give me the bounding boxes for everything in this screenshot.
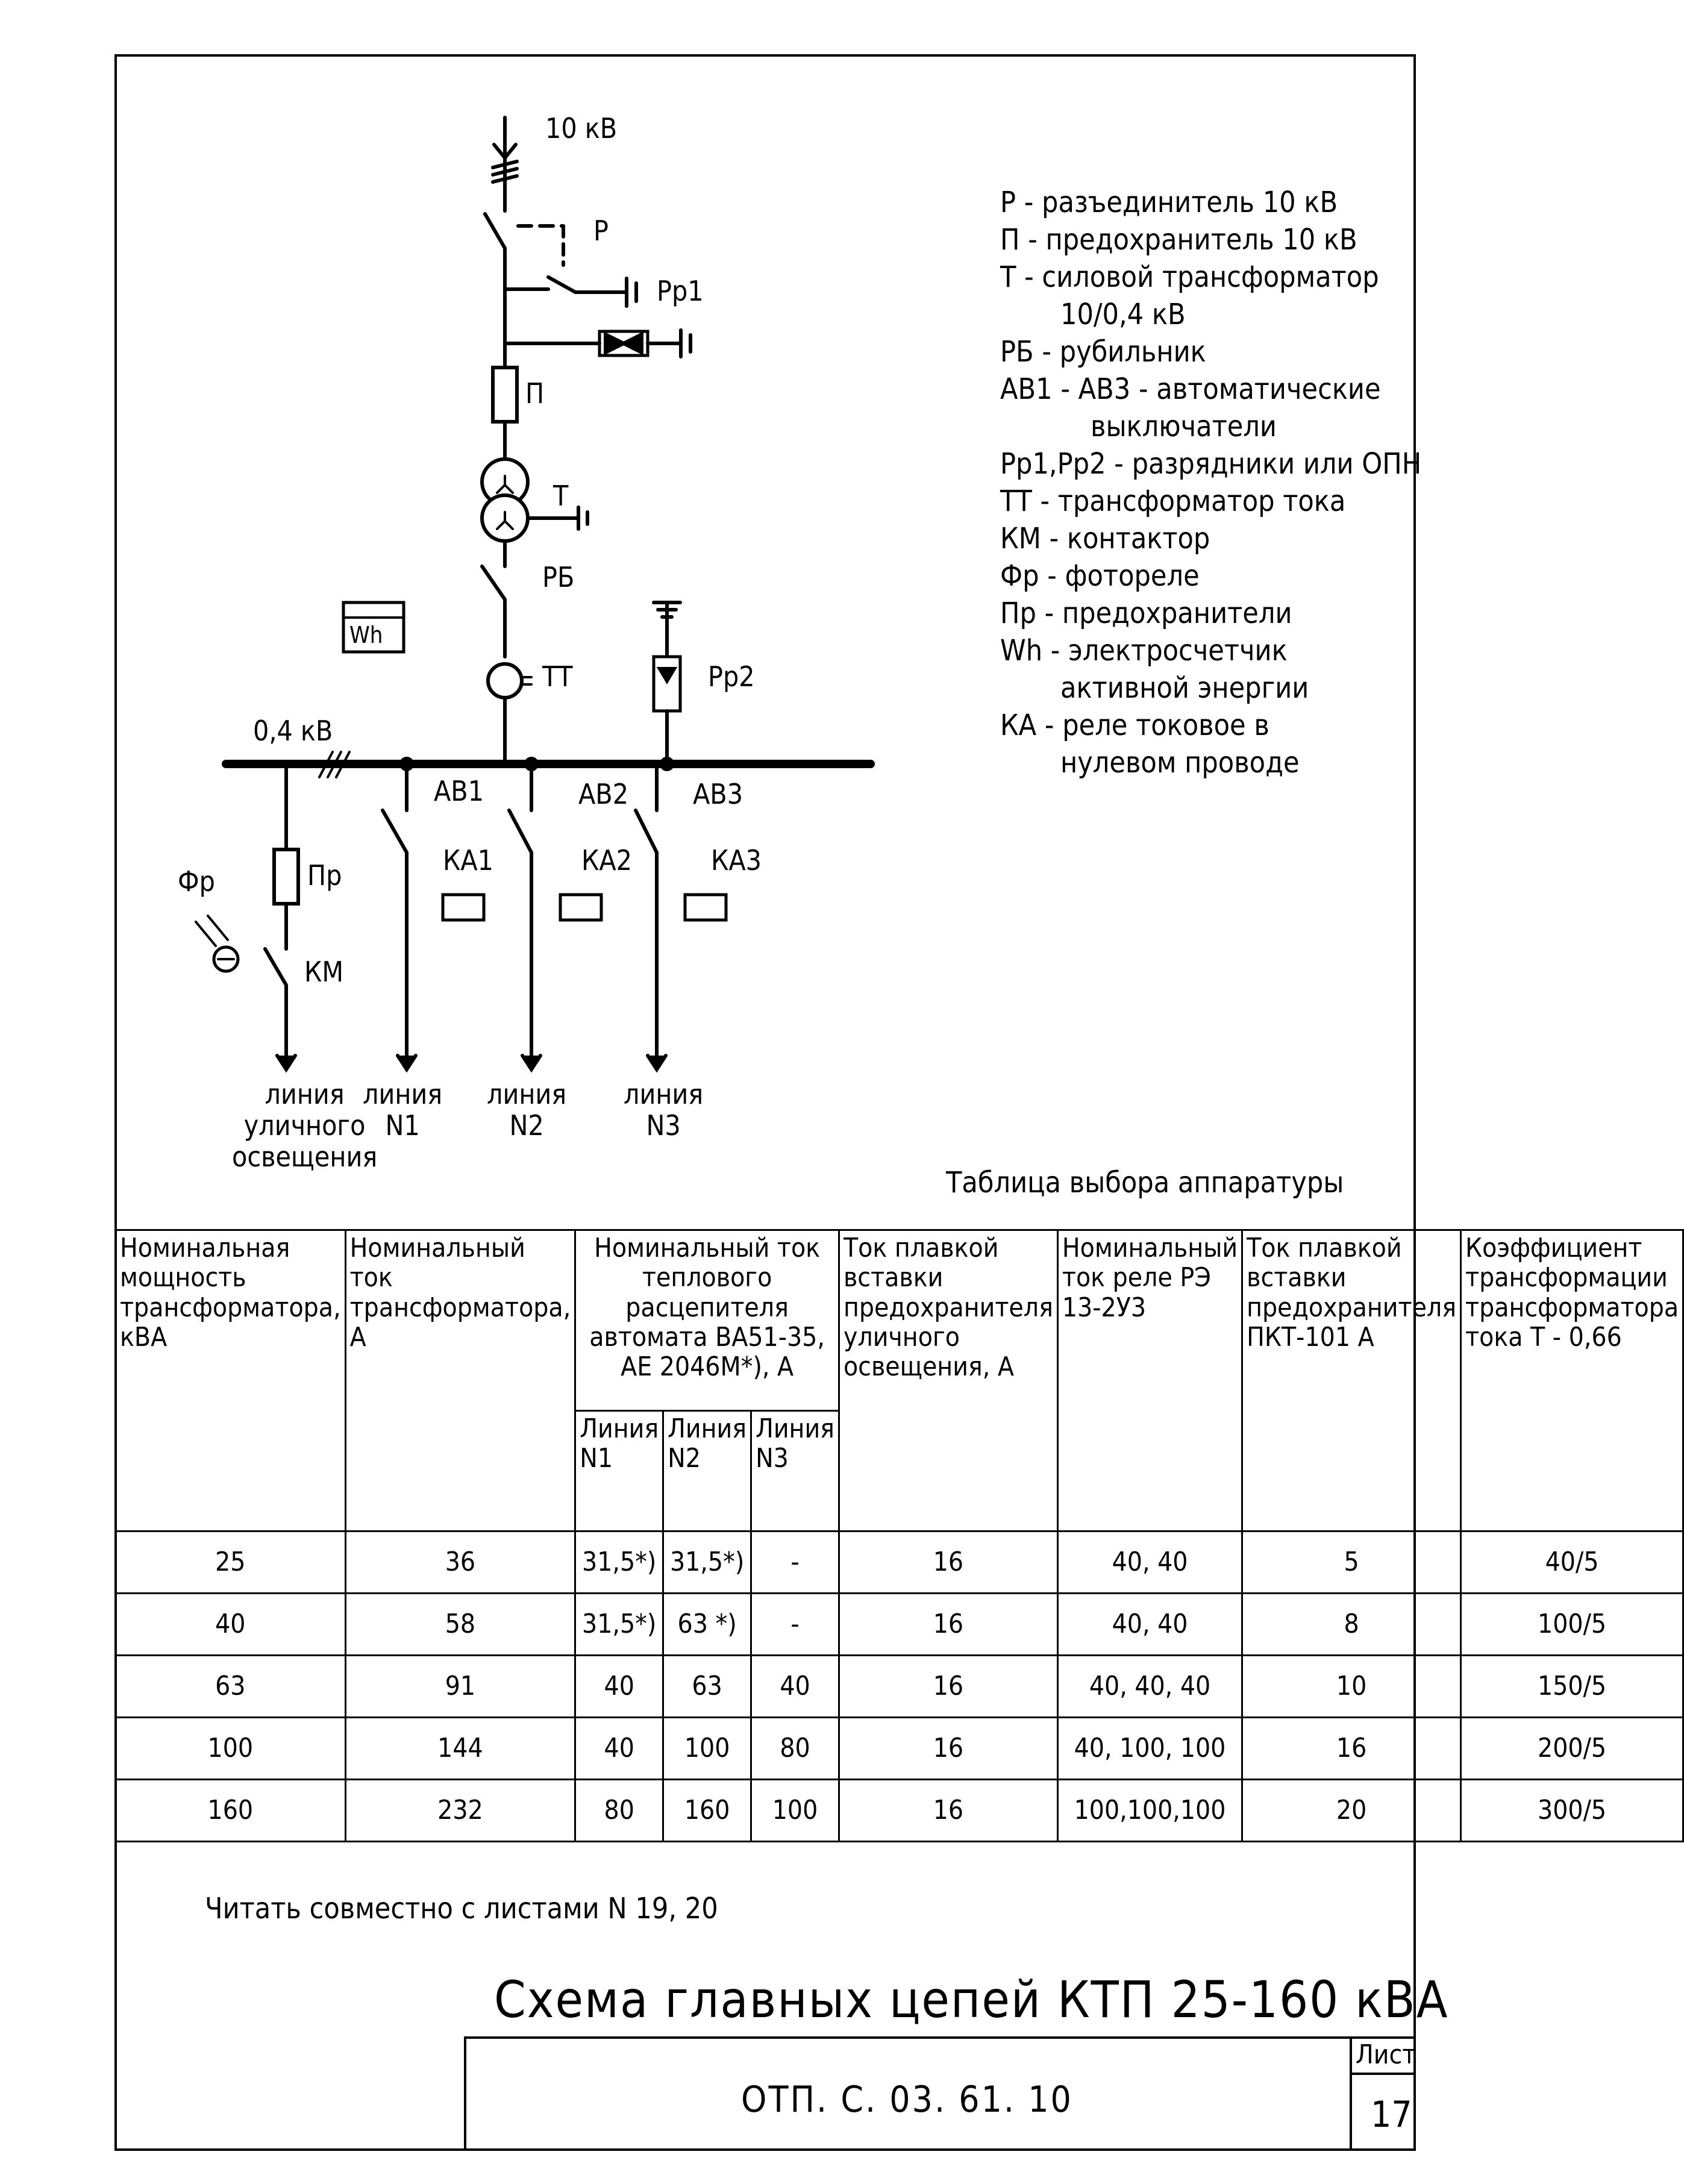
table-row: 40 58 31,5*) 63 *) - 16 40, 40 8 100/5 [116,1594,1683,1656]
sheet-number: 17 [1371,2094,1412,2136]
table-row: 160 232 80 160 100 16 100,100,100 20 300/5 [116,1780,1683,1842]
legend-item: нулевом проводе [1060,746,1300,780]
table-row: 100 144 40 100 80 16 40, 100, 100 16 200/5 [116,1718,1683,1780]
label-Fr: Фр [178,865,215,898]
header-line-n1: Линия N1 [575,1411,663,1532]
drawing-code: ОТП. С. 03. 61. 10 [741,2079,1073,2121]
label-KA2: КА2 [581,844,633,877]
label-AB2: АВ2 [578,778,629,810]
label-line-n2: линия N2 [487,1078,567,1142]
header-thermal-release: Номинальный ток теплового расцепителя автомата ВА51-35, АЕ 2046М*), А [575,1230,839,1411]
label-Pr: Пр [307,859,342,892]
table-caption: Таблица выбора аппаратуры [946,1166,1344,1200]
label-KA1: КА1 [443,844,494,877]
legend-item: П - предохранитель 10 кВ [1000,223,1357,257]
header-line-n2: Линия N2 [663,1411,751,1532]
legend-item: АВ1 - АВ3 - автоматические [1000,372,1381,406]
label-04kv: 0,4 кВ [253,715,333,747]
header-relay: Номинальный ток реле РЭ 13-2У3 [1057,1230,1242,1532]
label-line-n3: линия N3 [624,1078,704,1142]
label-KA3: КА3 [711,844,762,877]
table-row: 63 91 40 63 40 16 40, 40, 40 10 150/5 [116,1656,1683,1718]
header-fuse-street: Ток плавкой вставки предохранителя уличного освещения, А [839,1230,1057,1532]
legend-item: КМ - контактор [1000,522,1210,555]
legend-item: РБ - рубильник [1000,335,1206,369]
header-line-n3: Линия N3 [751,1411,839,1532]
header-fuse-pkt: Ток плавкой вставки предохранителя ПКТ-101 А [1242,1230,1461,1532]
legend-item: ТТ - трансформатор тока [1000,484,1346,518]
table-body [116,1532,1683,1842]
label-10kv: 10 кВ [545,112,618,145]
legend-item: Т - силовой трансформатор [1000,260,1379,294]
label-line-n1: линия N1 [363,1078,443,1142]
header-current: Номинальный ток трансформатора, А [345,1230,575,1532]
label-KM: КМ [304,956,344,988]
legend-item: Р - разъединитель 10 кВ [1000,186,1338,219]
legend-item: 10/0,4 кВ [1060,298,1186,331]
label-AB1: АВ1 [434,775,484,807]
legend-item: Фр - фотореле [1000,559,1200,593]
legend-item: Wh - электросчетчик [1000,634,1288,668]
label-TT: ТТ [542,660,573,693]
drawing-title: Схема главных цепей КТП 25-160 кВА [494,1970,1449,2029]
equipment-selection-table [114,1229,1684,1842]
legend-item: Рр1,Рр2 - разрядники или ОПН [1000,447,1422,481]
legend [1000,184,1421,781]
legend-item: активной энергии [1060,671,1309,705]
legend-item: КА - реле токовое в [1000,709,1269,742]
label-street-line: линия уличного освещения [232,1078,378,1173]
table-row: 25 36 31,5*) 31,5*) - 16 40, 40 5 40/5 [116,1532,1683,1594]
header-power: Номинальная мощность трансформатора, кВА [116,1230,346,1532]
label-Pp1: Рр1 [657,275,704,307]
label-transformer-T: Т [553,480,569,512]
label-Pp2: Рр2 [708,660,755,693]
header-ct-ratio: Коэффициент трансформации трансформатора тока Т - 0,66 [1461,1230,1683,1532]
sheet-label: Лист [1356,2039,1416,2070]
label-RB: РБ [542,561,575,593]
label-Wh: Wh [349,622,383,648]
legend-item: Пр - предохранители [1000,596,1292,630]
label-AB3: АВ3 [693,778,743,810]
label-fuse-P: П [525,377,545,410]
note-read-with-sheets: Читать совместно с листами N 19, 20 [205,1892,718,1926]
legend-item: выключатели [1091,410,1277,443]
label-disconnector-P: Р [593,214,609,247]
